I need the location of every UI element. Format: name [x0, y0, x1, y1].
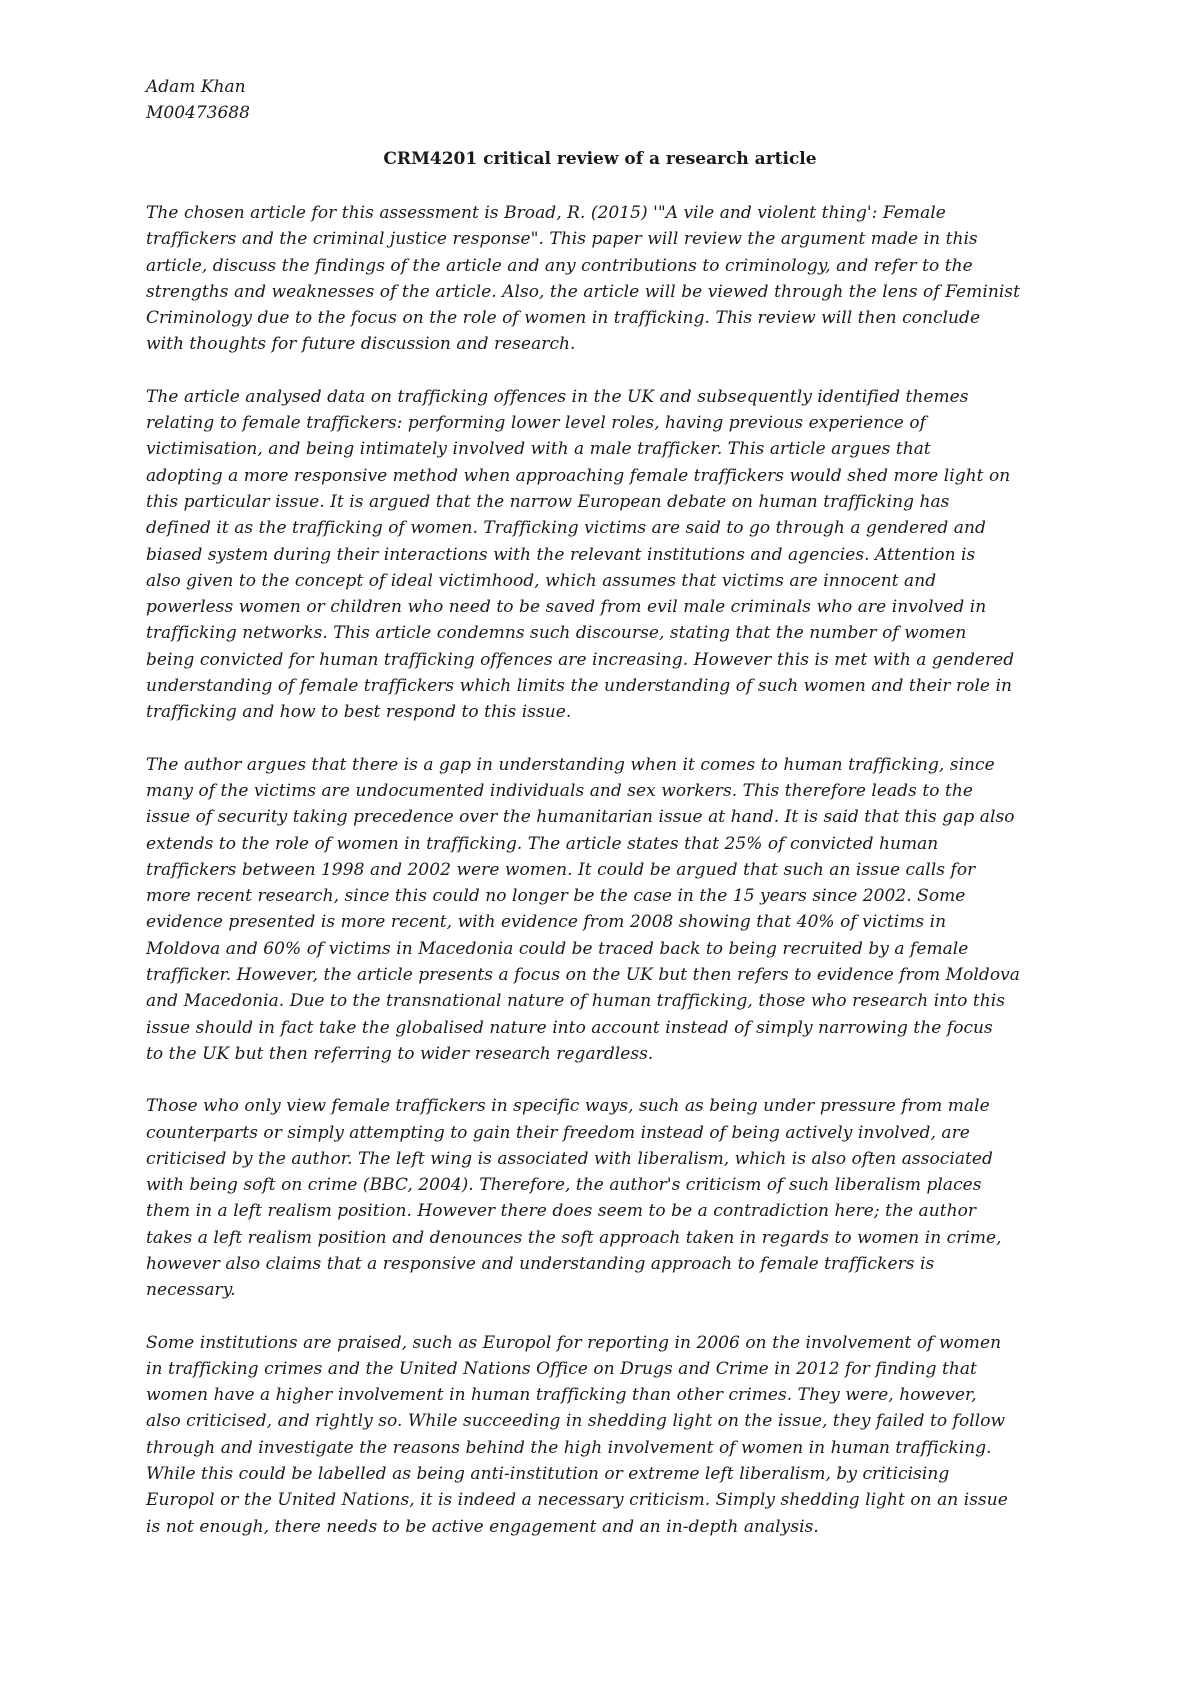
paragraph-line: and Macedonia. Due to the transnational nature of human trafficking, those who research into this [146, 991, 1005, 1012]
paragraph-line: issue should in fact take the globalised nature into account instead of simply narrowing the focus [146, 1017, 993, 1038]
paragraph-line: traffickers and the criminal justice response". This paper will review the argument made in this [146, 229, 978, 250]
paragraph-line: relating to female traffickers: performing lower level roles, having previous experience of [146, 413, 926, 434]
paragraph-line: them in a left realism position. However there does seem to be a contradiction here; the author [146, 1201, 977, 1222]
paragraph-1 [146, 200, 1076, 358]
paragraph-line: trafficker. However, the article presents a focus on the UK but then refers to evidence from Moldova [146, 965, 1020, 986]
paragraph-line: victimisation, and being intimately involved with a male trafficker. This article argues that [146, 439, 931, 460]
paragraph-line: through and investigate the reasons behind the high involvement of women in human trafficking. [146, 1437, 992, 1458]
paragraph-5 [146, 1330, 1076, 1540]
paragraph-line: The article analysed data on trafficking offences in the UK and subsequently identified themes [146, 386, 969, 407]
paragraph-line: issue of security taking precedence over the humanitarian issue at hand. It is said that this gap also [146, 807, 1015, 828]
paragraph-line: takes a left realism position and denounces the soft approach taken in regards to women in crime, [146, 1227, 1002, 1248]
author-name: Adam Khan [146, 77, 246, 97]
paragraph-line: many of the victims are undocumented individuals and sex workers. This therefore leads to the [146, 780, 973, 801]
paragraph-line: defined it as the trafficking of women. Trafficking victims are said to go through a gendered and [146, 518, 986, 539]
paragraph-4 [146, 1093, 1076, 1303]
paragraph-line: also criticised, and rightly so. While succeeding in shedding light on the issue, they failed to follow [146, 1411, 1006, 1432]
paragraph-line: criticised by the author. The left wing is associated with liberalism, which is also often associated [146, 1148, 993, 1169]
paragraph-line: Moldova and 60% of victims in Macedonia could be traced back to being recruited by a female [146, 938, 969, 959]
paragraph-line: with being soft on crime (BBC, 2004). Therefore, the author's criticism of such liberalism places [146, 1175, 982, 1196]
paragraph-line: more recent research, since this could no longer be the case in the 15 years since 2002. Some [146, 886, 966, 907]
paragraph-line: this particular issue. It is argued that the narrow European debate on human trafficking has [146, 491, 950, 512]
author-block [146, 74, 250, 126]
paragraph-line: Some institutions are praised, such as Europol for reporting in 2006 on the involvement of women [146, 1332, 1002, 1353]
paragraph-line: evidence presented is more recent, with evidence from 2008 showing that 40% of victims in [146, 912, 947, 933]
document-title: CRM4201 critical review of a research article [383, 149, 817, 169]
paragraph-line: women have a higher involvement in human trafficking than other crimes. They were, however, [146, 1385, 977, 1406]
paragraph-line: necessary. [146, 1280, 236, 1301]
paragraph-line: extends to the role of women in trafficking. The article states that 25% of convicted human [146, 833, 939, 854]
paragraph-line: trafficking networks. This article condemns such discourse, stating that the number of women [146, 623, 967, 644]
paragraph-line: While this could be labelled as being anti-institution or extreme left liberalism, by criticising [146, 1464, 950, 1485]
paragraph-line: is not enough, there needs to be active engagement and an in-depth analysis. [146, 1516, 819, 1537]
paragraph-line: being convicted for human trafficking offences are increasing. However this is met with a gendered [146, 649, 1015, 670]
paragraph-line: The author argues that there is a gap in understanding when it comes to human trafficking, since [146, 754, 995, 775]
student-id: M00473688 [146, 103, 250, 123]
paragraph-line: understanding of female traffickers which limits the understanding of such women and their role in [146, 676, 1012, 697]
paragraph-line: also given to the concept of ideal victimhood, which assumes that victims are innocent and [146, 570, 937, 591]
paragraph-line: article, discuss the findings of the article and any contributions to criminology, and refer to the [146, 255, 973, 276]
paragraph-line: Those who only view female traffickers in specific ways, such as being under pressure from male [146, 1096, 990, 1117]
paragraph-line: biased system during their interactions with the relevant institutions and agencies. Attention is [146, 544, 976, 565]
paragraph-line: traffickers between 1998 and 2002 were women. It could be argued that such an issue calls for [146, 859, 976, 880]
paragraph-line: The chosen article for this assessment is Broad, R. (2015) '"A vile and violent thing': Female [146, 203, 946, 223]
paragraph-line: adopting a more responsive method when approaching female traffickers would shed more light on [146, 465, 1011, 486]
paragraph-line: powerless women or children who need to be saved from evil male criminals who are involved in [146, 597, 987, 618]
paragraph-line: however also claims that a responsive and understanding approach to female traffickers is [146, 1253, 935, 1274]
paragraph-line: Criminology due to the focus on the role of women in trafficking. This review will then conclude [146, 308, 981, 329]
paragraph-line: trafficking and how to best respond to this issue. [146, 702, 572, 723]
document-body [146, 200, 1076, 1566]
paragraph-line: strengths and weaknesses of the article. Also, the article will be viewed through the lens of Feminist [146, 281, 1020, 302]
paragraph-line: Europol or the United Nations, it is indeed a necessary criticism. Simply shedding light on an issue [146, 1490, 1008, 1511]
paragraph-line: to the UK but then referring to wider research regardless. [146, 1043, 654, 1064]
paragraph-line: in trafficking crimes and the United Nations Office on Drugs and Crime in 2012 for finding that [146, 1358, 977, 1379]
paragraph-line: with thoughts for future discussion and research. [146, 334, 576, 355]
paragraph-2 [146, 384, 1076, 726]
paragraph-line: counterparts or simply attempting to gain their freedom instead of being actively involved, are [146, 1122, 970, 1143]
paragraph-3 [146, 752, 1076, 1068]
